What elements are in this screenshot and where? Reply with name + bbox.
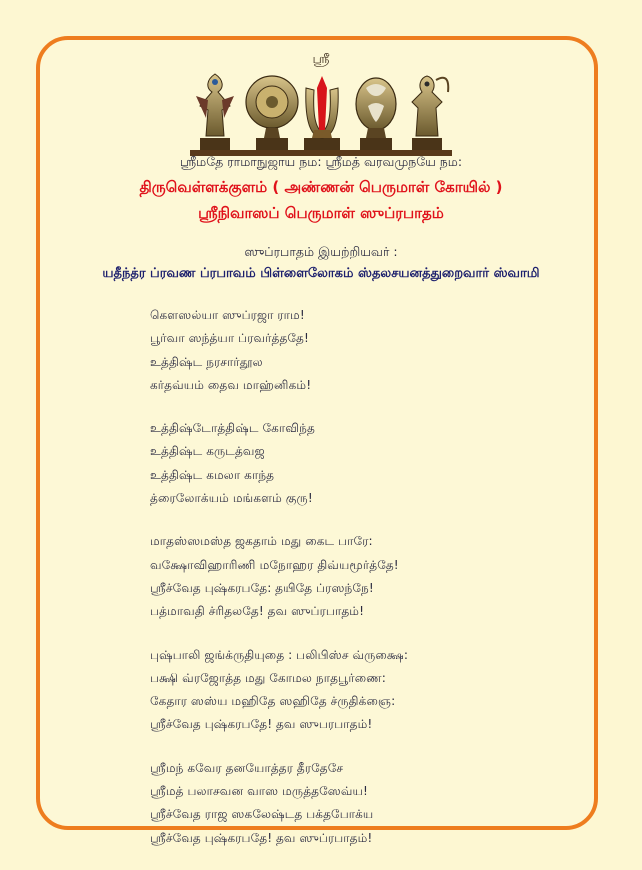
verse-line: கேதார ஸஸ்ய மஹிதே ஸஹிதே ச்ருதிக்ஞை: bbox=[150, 694, 396, 709]
sri-heading: ஸ்ரீ bbox=[312, 52, 330, 67]
verse-block bbox=[150, 417, 570, 510]
verse-line: கௌஸல்யா ஸுப்ரஜா ராம! bbox=[150, 308, 305, 322]
author-name: யதீந்த்ர ப்ரவண ப்ரபாவம் பிள்ளைலோகம் ஸ்தலசயனத்துறைவார் ஸ்வாமி bbox=[102, 266, 540, 281]
thiruman-icon bbox=[304, 76, 340, 150]
hanuman-icon bbox=[412, 76, 448, 150]
verse-block bbox=[150, 644, 570, 737]
verse-line: ஸ்ரீச்வேத புஷ்கரபதே! தவ ஸுபரபாதம்! bbox=[150, 717, 373, 732]
verse-line: ஸ்ரீச்வேத புஷ்கரபதே! தவ ஸுப்ரபாதம்! bbox=[150, 830, 373, 845]
chakra-icon bbox=[246, 76, 298, 150]
verse-line: வக்ஷோவிஹாரிணி மநோஹர திவ்யமூர்த்தே! bbox=[150, 557, 399, 572]
verse-line: பூர்வா ஸந்த்யா ப்ரவர்த்ததே! bbox=[150, 331, 309, 346]
emblem-row bbox=[186, 66, 456, 158]
verse-block bbox=[150, 530, 570, 623]
verse-line: த்ரைலோக்யம் மங்களம் குரு! bbox=[150, 491, 313, 506]
verse-line: ஸ்ரீமத் பலாசவன வாஸ மருத்தஸேவ்ய! bbox=[150, 784, 368, 799]
verse-line: ஸ்ரீச்வேத புஷ்கரபதே: தயிதே ப்ரஸந்நே! bbox=[150, 580, 374, 595]
temple-title: திருவெள்ளக்குளம் ( அண்ணன் பெருமாள் கோயில் ) bbox=[139, 178, 503, 196]
verse-line: ஸ்ரீச்வேத ராஜ ஸகலேஷ்டத பக்தபோக்ய bbox=[150, 807, 374, 822]
author-label: ஸுப்ரபாதம் இயற்றியவர் : bbox=[244, 244, 398, 259]
verse-block bbox=[150, 304, 570, 397]
verse-line: பத்மாவதி ச்ரிதலதே! தவ ஸுப்ரபாதம்! bbox=[150, 604, 364, 619]
verse-line: புஷ்பாலி ஜங்க்ருதியுதை : பலிபிஸ்ச வ்ருக்ஷை: bbox=[150, 647, 408, 662]
verse-line: உத்திஷ்ட நரசார்தூல bbox=[150, 354, 263, 369]
suprabhatam-title: ஸ்ரீநிவாஸப் பெருமாள் ஸுப்ரபாதம் bbox=[198, 204, 444, 222]
garuda-icon bbox=[196, 74, 234, 150]
verse-line: ஸ்ரீமந் கவேர தனயோத்தர தீரதேசே bbox=[150, 760, 344, 775]
verse-line: மாதஸ்ஸமஸ்த ஜகதாம் மது கைட பாரே: bbox=[150, 534, 373, 549]
verse-line: உத்திஷ்ட கமலா காந்த bbox=[150, 467, 275, 482]
verse-line: பக்ஷி வ்ரஜோத்த மது கோமல நாதபூர்ணை: bbox=[150, 670, 386, 685]
verse-line: கர்தவ்யம் தைவ மாஹ்னிகம்! bbox=[150, 377, 312, 392]
verse-block bbox=[150, 757, 570, 850]
invocation-line: ஸ்ரீமதே ராமாநுஜாய நம: ஸ்ரீமத் வரவமுநயே நம: bbox=[179, 154, 463, 169]
conch-icon bbox=[356, 78, 396, 150]
verse-list bbox=[150, 304, 570, 870]
verse-line: உத்திஷ்டோத்திஷ்ட கோவிந்த bbox=[150, 421, 315, 436]
verse-line: உத்திஷ்ட கருடத்வஜ bbox=[150, 444, 265, 459]
